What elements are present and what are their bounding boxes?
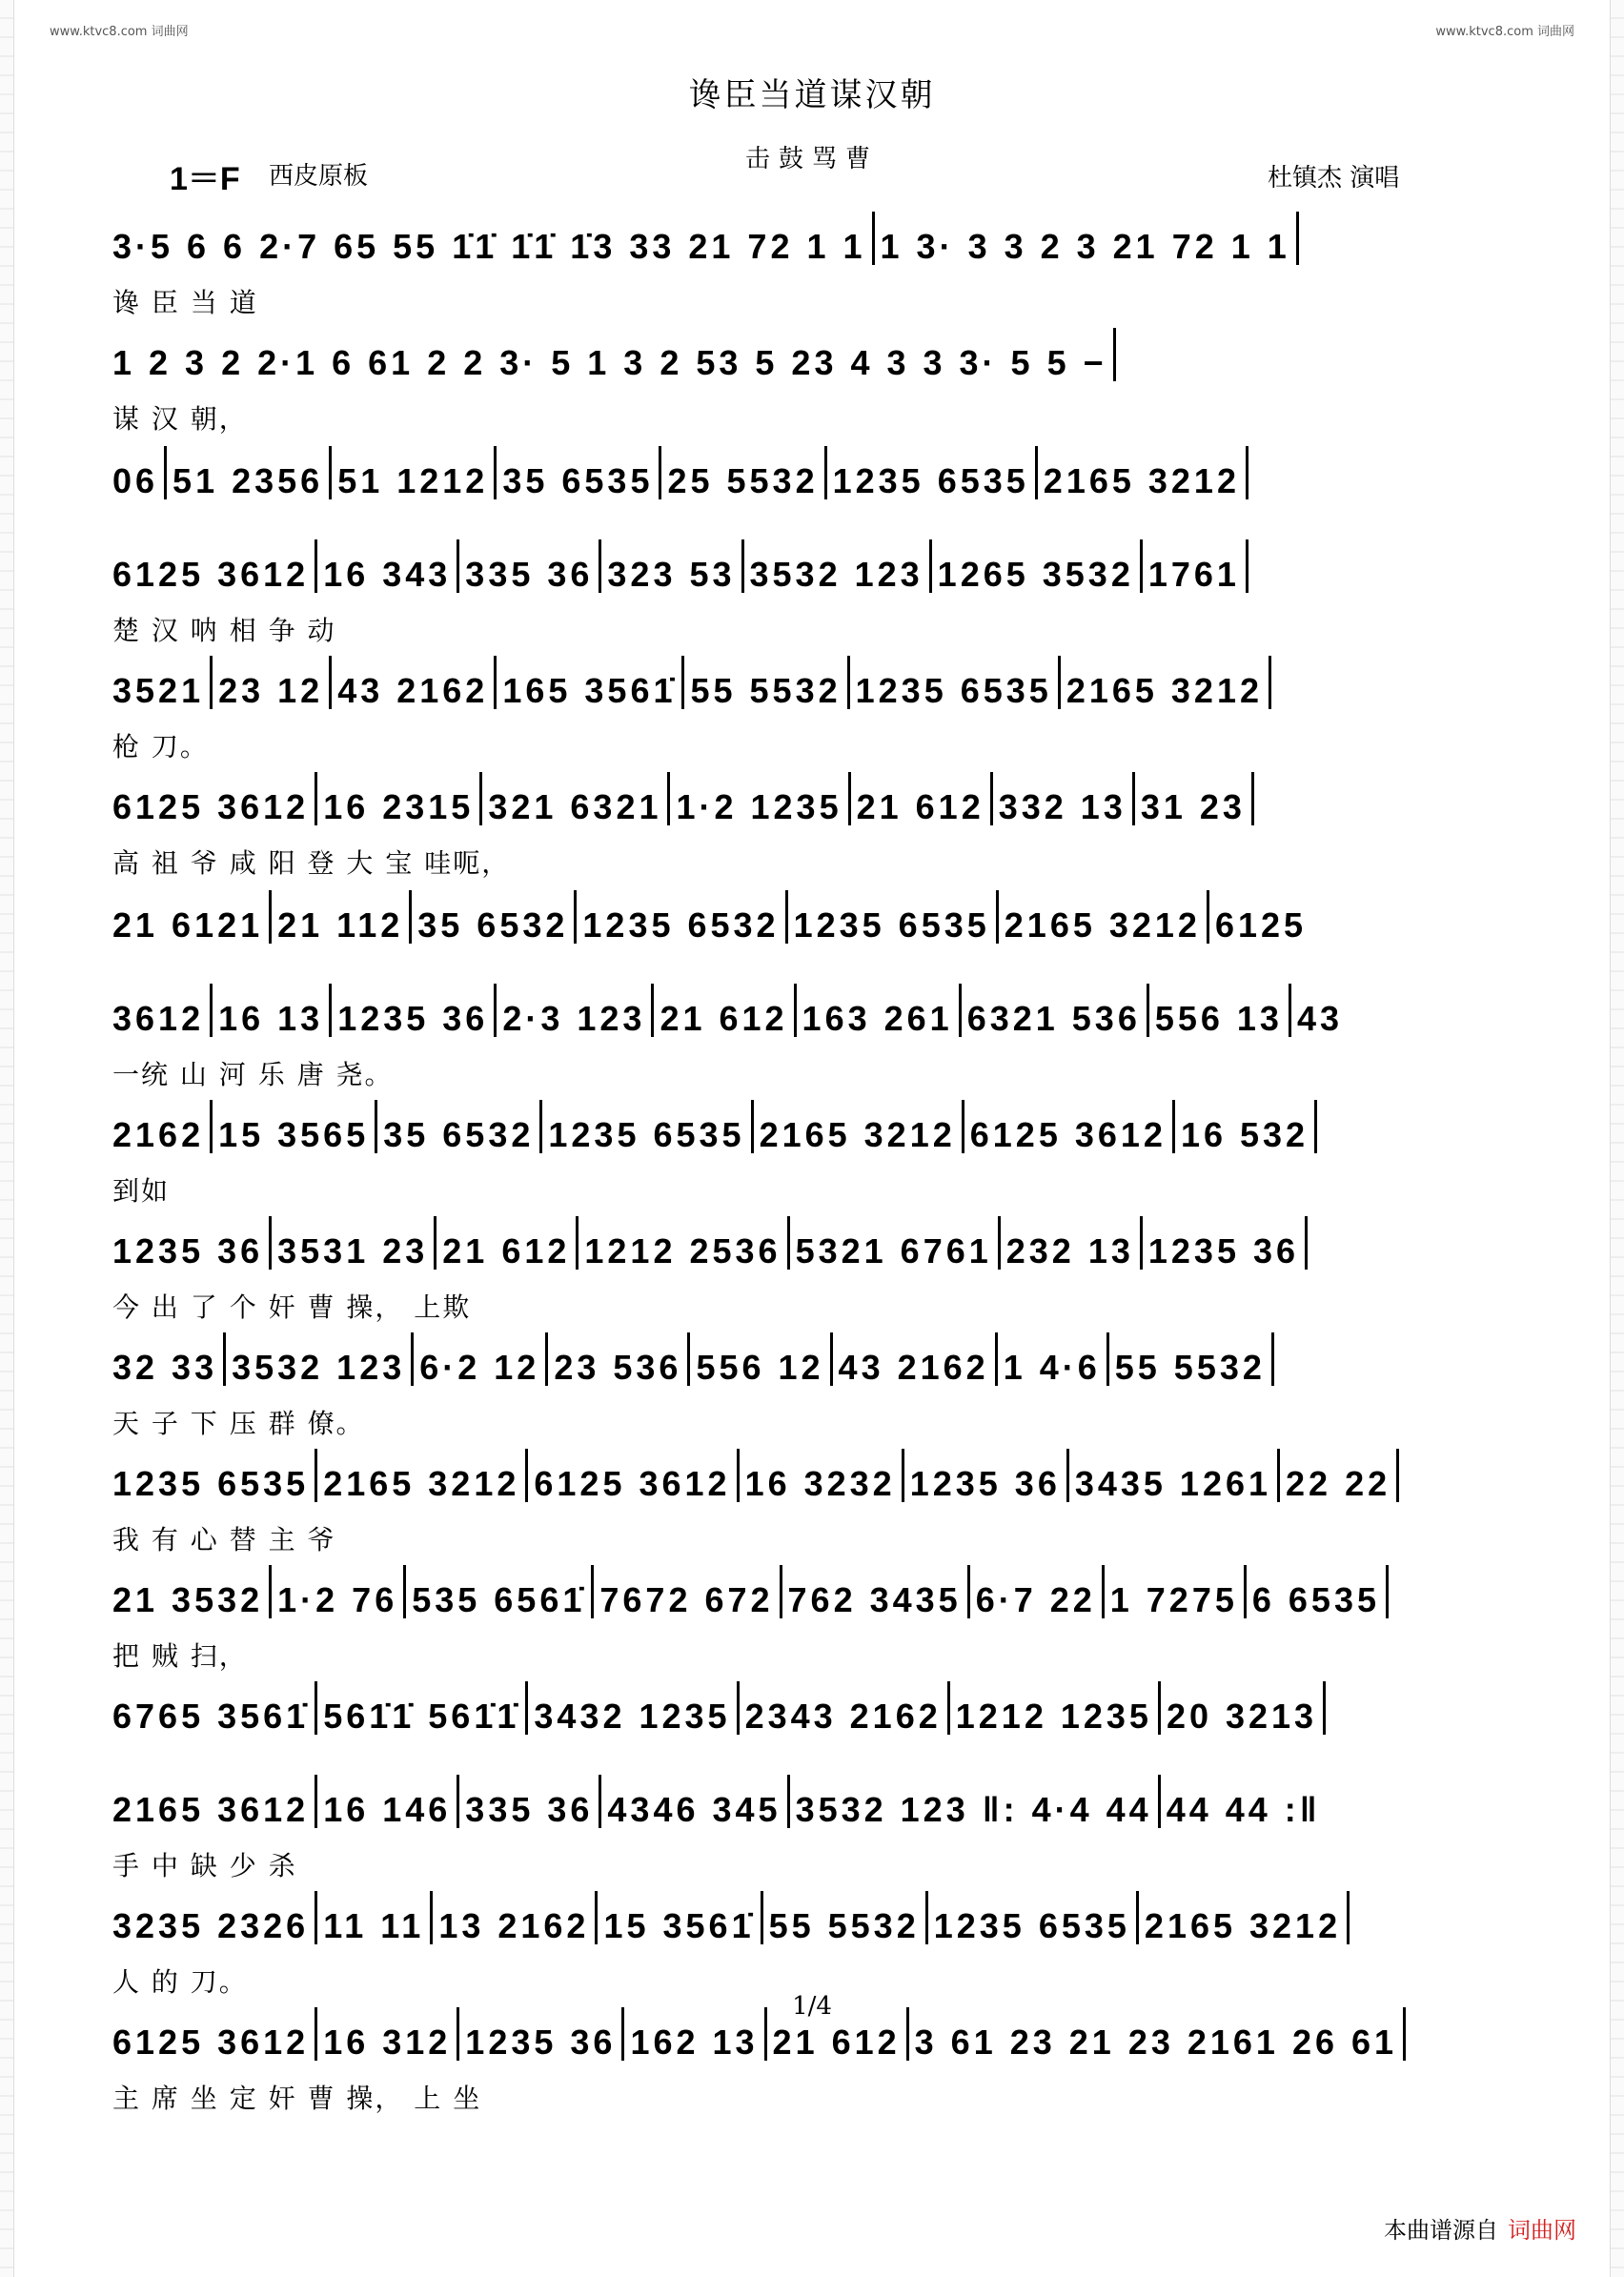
- barline: [315, 539, 317, 593]
- score-row: [112, 1563, 1523, 1672]
- lyrics-line: 主 席 坐 定 奸 曹 操， 上 坐: [112, 2083, 482, 2114]
- barline: [1251, 772, 1254, 825]
- measure: 21 612: [772, 2023, 901, 2062]
- measure: 332 13: [998, 787, 1127, 826]
- barline: [1158, 1681, 1161, 1735]
- lyrics-line: 枪 刀。: [112, 731, 209, 762]
- score-row: [112, 1214, 1523, 1323]
- barline: [494, 984, 497, 1037]
- barline: [780, 1565, 782, 1618]
- lyrics-line: 手 中 缺 少 杀: [112, 1850, 297, 1881]
- barline: [996, 890, 999, 944]
- barline: [1289, 984, 1291, 1037]
- measure: 561̇1̇ 561̇1̇: [323, 1697, 520, 1736]
- measure: 1235 6535: [548, 1115, 745, 1154]
- barline: [1158, 1775, 1161, 1828]
- measure: 3435 1261: [1074, 1464, 1272, 1503]
- measure: 55 5532: [1114, 1348, 1266, 1387]
- lyrics-line: 我 有 心 替 主 爷: [112, 1524, 336, 1555]
- barline: [525, 1449, 528, 1502]
- barline: [576, 1216, 579, 1270]
- barline: [595, 1891, 598, 1944]
- barline: [315, 1891, 317, 1944]
- barline: [737, 1449, 740, 1502]
- measure: 2165 3212: [323, 1464, 520, 1503]
- barline: [990, 772, 993, 825]
- barline: [599, 539, 601, 593]
- barline: [929, 539, 932, 593]
- measure: 3432 1235: [534, 1697, 731, 1736]
- measure: 1235 36: [1147, 1231, 1300, 1271]
- measure: 6125 3612: [969, 1115, 1167, 1154]
- jianpu-notes: [112, 1098, 1523, 1155]
- barline: [1035, 446, 1038, 499]
- barline: [1305, 1216, 1308, 1270]
- watermark-right[interactable]: www.ktvc8.com 词曲网: [1435, 25, 1574, 39]
- barline: [375, 1100, 377, 1153]
- barline: [1140, 539, 1143, 593]
- barline: [210, 984, 213, 1037]
- barline: [737, 1681, 740, 1735]
- measure: 1235 36: [112, 1231, 264, 1271]
- measure: 335 36: [465, 555, 594, 594]
- barline: [164, 446, 167, 499]
- jianpu-notes: [112, 210, 1523, 267]
- barline: [409, 890, 412, 944]
- measure: 163 261: [802, 999, 953, 1038]
- barline: [1347, 1891, 1350, 1944]
- measure: 55 5532: [768, 1906, 920, 1945]
- barline: [687, 1332, 690, 1386]
- barline: [741, 539, 744, 593]
- barline: [315, 1449, 317, 1502]
- barline: [751, 1100, 754, 1153]
- barline: [1132, 772, 1135, 825]
- measure: 35 6535: [502, 461, 654, 500]
- measure: 16 3232: [744, 1464, 896, 1503]
- measure: 43 2162: [337, 671, 489, 710]
- measure: 2165 3212: [1004, 905, 1201, 945]
- measure: 51 1212: [337, 461, 489, 500]
- measure: 3532 123: [232, 1348, 406, 1387]
- measure: 43 2162: [838, 1348, 989, 1387]
- measure: 1235 6535: [793, 905, 990, 945]
- barline: [457, 1775, 459, 1828]
- measure: 2343 2162: [744, 1697, 942, 1736]
- barline: [848, 772, 851, 825]
- jianpu-notes: [112, 1331, 1523, 1388]
- barline: [545, 1332, 548, 1386]
- measure: 7672 672: [599, 1580, 774, 1619]
- jianpu-notes: [112, 982, 1523, 1039]
- barline: [269, 1216, 272, 1270]
- barline: [591, 1565, 594, 1618]
- barline: [315, 1681, 317, 1735]
- measure: 2165 3212: [1144, 1906, 1342, 1945]
- barline: [667, 772, 670, 825]
- barline: [681, 656, 684, 709]
- barline: [1314, 1100, 1317, 1153]
- measure: 762 3435: [787, 1580, 962, 1619]
- barline: [411, 1332, 414, 1386]
- measure: 51 2356: [173, 461, 324, 500]
- measure: 535 6561̇: [412, 1580, 586, 1619]
- jianpu-notes: [112, 1447, 1523, 1504]
- measure: 21 612: [660, 999, 788, 1038]
- barline: [574, 890, 577, 944]
- measure: 1·2 76: [277, 1580, 398, 1619]
- source-label: 本曲谱源自: [1384, 2217, 1498, 2244]
- measure: 5321 6761: [795, 1231, 992, 1271]
- measure: 15 3565: [218, 1115, 370, 1154]
- measure: 3·5 6 6 2·7 65 55 1̇1̇ 1̇1̇ 1̇3 33 21 72 1 1: [112, 227, 866, 266]
- singer-credit: 杜镇杰 演唱: [1268, 164, 1400, 193]
- measure: 3531 23: [277, 1231, 429, 1271]
- score-row: [112, 770, 1523, 879]
- barline: [315, 1775, 317, 1828]
- jianpu-notes: [112, 1889, 1523, 1946]
- measure: 16 146: [323, 1790, 452, 1829]
- jianpu-notes: [112, 888, 1523, 945]
- measure: 2·3 123: [502, 999, 646, 1038]
- measure: 21 6121: [112, 905, 264, 945]
- measure: 6 6535: [1251, 1580, 1380, 1619]
- measure: 1235 6532: [582, 905, 780, 945]
- measure: 31 23: [1140, 787, 1246, 826]
- barline: [794, 984, 797, 1037]
- barline: [1244, 1565, 1247, 1618]
- measure: 35 6532: [383, 1115, 535, 1154]
- barline: [210, 656, 213, 709]
- barline: [962, 1100, 964, 1153]
- measure: 16 2315: [323, 787, 475, 826]
- barline: [651, 984, 654, 1037]
- measure: 1 2 3 2 2·1 6 61 2 2 3· 5 1 3 2 53 5 23 4 3 3 3· 5 5 −: [112, 343, 1107, 382]
- jianpu-notes: [112, 770, 1523, 827]
- barline: [403, 1565, 406, 1618]
- barline: [525, 1681, 528, 1735]
- measure: 1235 6535: [933, 1906, 1130, 1945]
- jianpu-notes: [112, 1214, 1523, 1271]
- measure: 3 61 23 21 23 2161 26 61: [914, 2023, 1398, 2062]
- barline: [787, 1775, 790, 1828]
- score-row: [112, 1331, 1523, 1439]
- barline: [1102, 1565, 1105, 1618]
- source-site-link[interactable]: 词曲网: [1508, 2217, 1576, 2244]
- barline: [872, 212, 875, 265]
- measure: 6125 3612: [112, 555, 310, 594]
- measure: 1·2 1235: [676, 787, 842, 826]
- measure: 1235 36: [465, 2023, 617, 2062]
- barline: [430, 1891, 433, 1944]
- measure: 6125 3612: [112, 2023, 310, 2062]
- barline: [1140, 1216, 1143, 1270]
- lyrics-line: 高 祖 爷 咸 阳 登 大 宝 哇呃，: [112, 847, 511, 879]
- measure: 1 3· 3 3 2 3 21 72 1 1: [880, 227, 1290, 266]
- jianpu-notes: [112, 1679, 1523, 1737]
- score-row: [112, 1447, 1523, 1555]
- measure: 15 3561̇: [603, 1906, 755, 1945]
- barline: [1246, 446, 1248, 499]
- barline: [947, 1681, 950, 1735]
- barline: [1277, 1449, 1280, 1502]
- measure: 44 44 :‖: [1166, 1790, 1321, 1829]
- measure: 43: [1296, 999, 1343, 1038]
- lyrics-line: 楚 汉 呐 相 争 动: [112, 615, 336, 646]
- tempo-mark: 西皮原板: [269, 162, 369, 191]
- measure: 6·7 22: [975, 1580, 1096, 1619]
- measure: 6321 536: [966, 999, 1141, 1038]
- measure: 11 11: [323, 1906, 425, 1945]
- measure: 16 13: [218, 999, 324, 1038]
- measure: 16 532: [1180, 1115, 1309, 1154]
- measure: 335 36: [465, 1790, 594, 1829]
- lyrics-line: 谗 臣 当 道: [112, 287, 258, 318]
- barline: [269, 1565, 272, 1618]
- score-row: [112, 982, 1523, 1090]
- barline: [1296, 212, 1299, 265]
- key-signature: 1＝F: [170, 161, 240, 197]
- barline: [329, 446, 332, 499]
- measure: 06: [112, 461, 159, 500]
- barline: [995, 1332, 998, 1386]
- barline: [1269, 656, 1271, 709]
- barline: [539, 1100, 542, 1153]
- barline: [1136, 1891, 1139, 1944]
- barline: [457, 539, 459, 593]
- barline: [959, 984, 962, 1037]
- lyrics-line: 今 出 了 个 奸 曹 操， 上欺: [112, 1291, 472, 1323]
- measure: 6125: [1214, 905, 1308, 945]
- barline: [329, 984, 332, 1037]
- barline: [1207, 890, 1209, 944]
- score-row: [112, 654, 1523, 762]
- barline: [1066, 1449, 1069, 1502]
- measure: 6125 3612: [112, 787, 310, 826]
- barline: [1058, 656, 1061, 709]
- score-row: [112, 1679, 1523, 1746]
- measure: 16 312: [323, 2023, 452, 2062]
- barline: [494, 446, 497, 499]
- lyrics-line: 天 子 下 压 群 僚。: [112, 1408, 365, 1439]
- song-title: 谗臣当道谋汉朝: [688, 76, 936, 114]
- barline: [925, 1891, 928, 1944]
- score-row: [112, 538, 1523, 646]
- barline: [1386, 1565, 1389, 1618]
- measure: 6125 3612: [534, 1464, 731, 1503]
- lyrics-line: 一统 山 河 乐 唐 尧。: [112, 1059, 394, 1090]
- barline: [269, 890, 272, 944]
- barline: [1113, 328, 1116, 381]
- measure: 6·2 12: [419, 1348, 540, 1387]
- measure: 21 112: [277, 905, 404, 945]
- measure: 165 3561̇: [502, 671, 677, 710]
- measure: 2165 3212: [1066, 671, 1263, 710]
- measure: 1235 6535: [855, 671, 1052, 710]
- barline: [315, 772, 317, 825]
- measure: 1235 6535: [112, 1464, 310, 1503]
- jianpu-notes: [112, 1563, 1523, 1620]
- measure: 13 2162: [438, 1906, 590, 1945]
- measure: 1212 1235: [955, 1697, 1152, 1736]
- measure: 23 12: [218, 671, 324, 710]
- barline: [824, 446, 827, 499]
- barline: [785, 890, 788, 944]
- measure: 1265 3532: [937, 555, 1134, 594]
- measure: 1235 36: [337, 999, 489, 1038]
- barline: [847, 656, 850, 709]
- barline: [210, 1100, 213, 1153]
- barline: [1147, 984, 1149, 1037]
- page-number: 1/4: [792, 1992, 832, 2021]
- jianpu-notes: [112, 444, 1523, 501]
- measure: 2165 3212: [759, 1115, 956, 1154]
- barline: [1172, 1100, 1175, 1153]
- measure: 162 13: [630, 2023, 759, 2062]
- measure: 1212 2536: [584, 1231, 782, 1271]
- measure: 3532 123 ‖: 4·4 44: [795, 1790, 1152, 1829]
- left-margin-strip: [0, 0, 14, 2277]
- barline: [830, 1332, 833, 1386]
- lyrics-line: 人 的 刀。: [112, 1966, 248, 1998]
- measure: 6765 3561̇: [112, 1697, 310, 1736]
- measure: 3235 2326: [112, 1906, 310, 1945]
- score-row: [112, 444, 1523, 511]
- measure: 556 12: [696, 1348, 824, 1387]
- barline: [223, 1332, 226, 1386]
- barline: [902, 1449, 904, 1502]
- barline: [479, 772, 482, 825]
- barline: [1106, 1332, 1109, 1386]
- measure: 20 3213: [1166, 1697, 1318, 1736]
- score-row: [112, 1098, 1523, 1207]
- measure: 321 6321: [488, 787, 662, 826]
- measure: 35 6532: [417, 905, 569, 945]
- measure: 3521: [112, 671, 205, 710]
- barline: [1396, 1449, 1399, 1502]
- measure: 1761: [1147, 555, 1240, 594]
- barline: [329, 656, 332, 709]
- score-row: [112, 1889, 1523, 1998]
- measure: 2162: [112, 1115, 205, 1154]
- measure: 22 22: [1286, 1464, 1391, 1503]
- opera-name: 击鼓骂曹: [744, 145, 879, 173]
- jianpu-notes: [112, 1773, 1523, 1830]
- jianpu-notes: [112, 654, 1523, 711]
- barline: [494, 656, 497, 709]
- measure: 4346 345: [607, 1790, 782, 1829]
- barline: [1323, 1681, 1326, 1735]
- measure: 556 13: [1154, 999, 1283, 1038]
- score-row: [112, 888, 1523, 955]
- barline: [967, 1565, 970, 1618]
- measure: 1 4·6: [1003, 1348, 1101, 1387]
- right-margin-strip: [1610, 0, 1624, 2277]
- lyrics-line: 到如: [112, 1175, 171, 1207]
- barline: [761, 1891, 763, 1944]
- measure: 3532 123: [749, 555, 924, 594]
- measure: 21 612: [856, 787, 985, 826]
- measure: 16 343: [323, 555, 452, 594]
- score-row: [112, 210, 1523, 318]
- jianpu-notes: [112, 326, 1523, 383]
- measure: 55 5532: [690, 671, 842, 710]
- measure: 232 13: [1005, 1231, 1134, 1271]
- source-credit: [1384, 2211, 1576, 2245]
- measure: 21 3532: [112, 1580, 264, 1619]
- measure: 1235 36: [909, 1464, 1061, 1503]
- measure: 32 33: [112, 1348, 218, 1387]
- measure: 21 612: [442, 1231, 571, 1271]
- jianpu-notes: [112, 538, 1523, 595]
- barline: [787, 1216, 790, 1270]
- score-row: [112, 1773, 1523, 1881]
- lyrics-line: 把 贼 扫，: [112, 1640, 248, 1672]
- barline: [1271, 1332, 1274, 1386]
- measure: 1235 6535: [832, 461, 1029, 500]
- barline: [599, 1775, 601, 1828]
- measure: 2165 3212: [1043, 461, 1240, 500]
- measure: 23 536: [554, 1348, 682, 1387]
- measure: 323 53: [607, 555, 736, 594]
- lyrics-line: 谋 汉 朝，: [112, 403, 248, 435]
- measure: 2165 3612: [112, 1790, 310, 1829]
- watermark-left[interactable]: www.ktvc8.com 词曲网: [50, 25, 189, 39]
- score-row: [112, 326, 1523, 435]
- measure: 3612: [112, 999, 205, 1038]
- barline: [434, 1216, 436, 1270]
- barline: [659, 446, 661, 499]
- measure: 25 5532: [667, 461, 819, 500]
- barline: [998, 1216, 1001, 1270]
- barline: [1246, 539, 1248, 593]
- measure: 1 7275: [1109, 1580, 1238, 1619]
